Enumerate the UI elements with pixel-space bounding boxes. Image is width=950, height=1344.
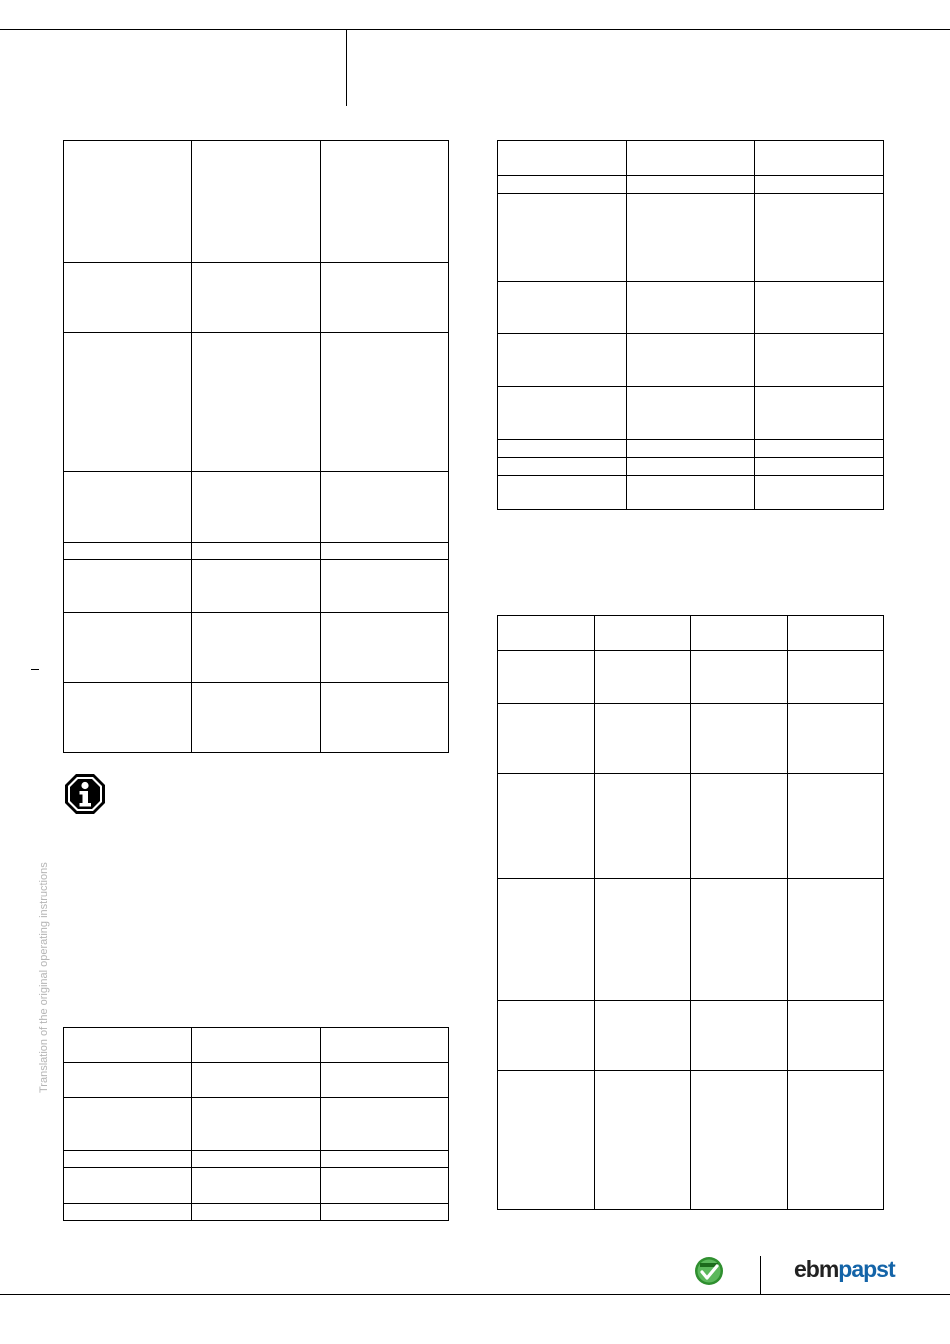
table-row	[64, 560, 449, 613]
table-row	[64, 1028, 449, 1063]
table-row	[64, 263, 449, 333]
table-row	[498, 458, 884, 476]
table-row	[498, 176, 884, 194]
table-row	[498, 774, 884, 879]
table-row	[498, 476, 884, 510]
table-row	[498, 440, 884, 458]
header-divider	[346, 29, 347, 106]
table-row	[498, 1071, 884, 1210]
table-row	[64, 1204, 449, 1221]
table-row	[64, 613, 449, 683]
table-row	[498, 334, 884, 387]
table-row	[64, 141, 449, 263]
table-row	[498, 194, 884, 282]
table-3	[63, 1027, 449, 1221]
table-1	[63, 140, 449, 753]
table-row	[498, 651, 884, 704]
footer-logos	[694, 1252, 894, 1292]
table-2	[497, 140, 884, 510]
table-row	[498, 879, 884, 1001]
table-row	[498, 387, 884, 440]
table-row	[498, 1001, 884, 1071]
info-icon	[63, 772, 107, 816]
table-4	[497, 615, 884, 1210]
table-row	[64, 1063, 449, 1098]
table-row	[498, 704, 884, 774]
table-row	[64, 543, 449, 560]
margin-mark	[31, 669, 39, 670]
table-row	[64, 1098, 449, 1151]
table-row	[64, 333, 449, 472]
table-row	[498, 616, 884, 651]
table-row	[498, 282, 884, 334]
footer-rule	[0, 1294, 950, 1295]
table-row	[64, 1151, 449, 1168]
brand-logo	[794, 1256, 895, 1283]
brand-text-papst: papst	[838, 1256, 895, 1282]
logo-divider	[760, 1256, 761, 1294]
table-row	[64, 1168, 449, 1204]
table-row	[498, 141, 884, 176]
table-row	[64, 472, 449, 543]
greentech-check-icon	[694, 1256, 724, 1286]
vertical-note: Translation of the original operating instructions	[38, 862, 50, 1093]
table-row	[64, 683, 449, 753]
brand-text-ebm: ebm	[794, 1256, 839, 1282]
header-rule	[0, 29, 950, 30]
